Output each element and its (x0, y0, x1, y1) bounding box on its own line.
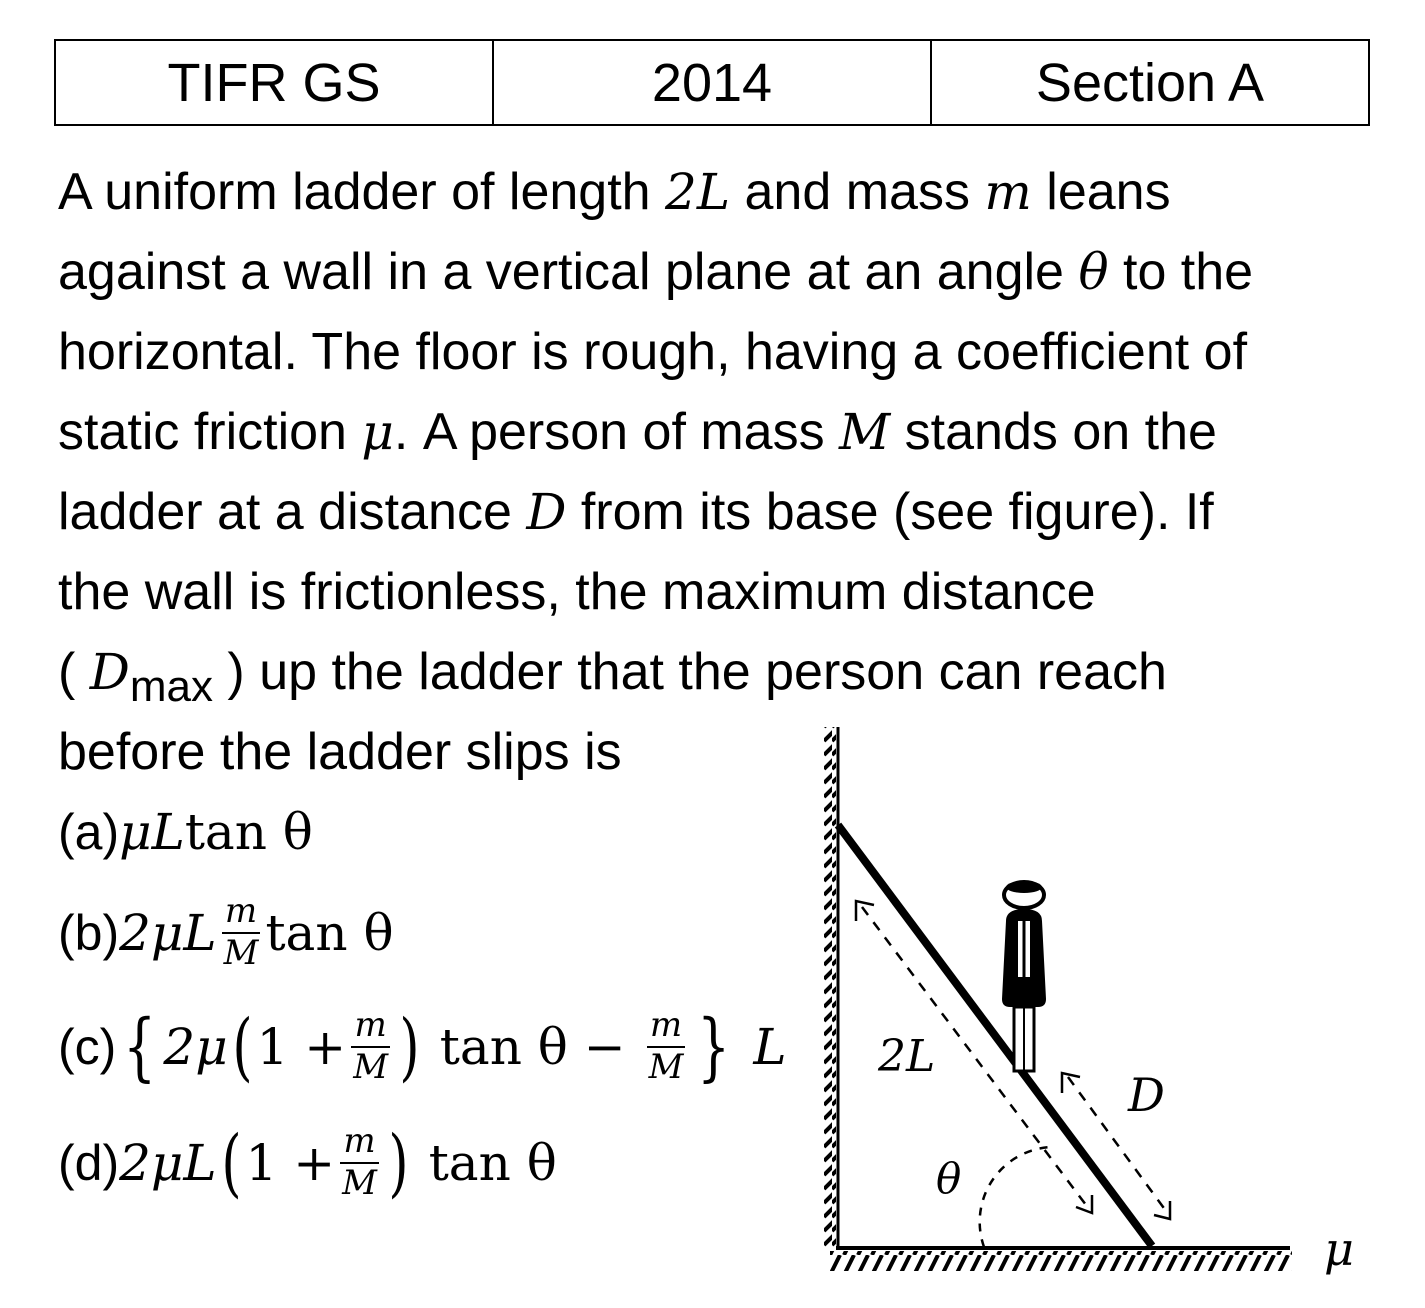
text-segment: A uniform ladder of length (58, 163, 666, 221)
math-max-subscript: max (129, 662, 213, 711)
text-segment: ) up the ladder that the person can reach (212, 643, 1167, 701)
floor-hatching (830, 1251, 1292, 1271)
option-b[interactable] (58, 888, 394, 978)
text-segment: stands on the (890, 403, 1217, 461)
header-section: Section A (1035, 52, 1265, 113)
question-line-6: the wall is frictionless, the maximum distance (58, 563, 1096, 621)
fraction (350, 1005, 391, 1087)
fraction-numerator: m (340, 1124, 378, 1164)
math-expr: tan θ (265, 904, 394, 962)
fraction (339, 1121, 380, 1203)
option-label: (a) (58, 804, 120, 860)
open-paren: ( (220, 1120, 242, 1206)
header-table (54, 39, 1370, 126)
header-year: 2014 (494, 41, 932, 124)
text-segment: ( (58, 643, 90, 701)
question-line-7 (58, 643, 1167, 711)
math-expr: 1 + (245, 1134, 336, 1192)
text-segment: from its base (see figure). If (566, 483, 1214, 541)
question-line-2 (58, 243, 1254, 301)
math-D: D (526, 483, 567, 541)
math-expr: tan θ (412, 1134, 557, 1192)
math-expr: 2μ (163, 1018, 228, 1076)
distance-label: D (1128, 1068, 1165, 1122)
question-line-5 (58, 483, 1214, 541)
option-label: (b) (58, 905, 120, 961)
friction-label: μ (1324, 1222, 1354, 1276)
math-expr: 2μL (119, 1134, 217, 1192)
close-paren: ) (399, 1004, 420, 1090)
open-brace: { (123, 1004, 157, 1090)
fraction-denominator: M (223, 933, 259, 973)
fraction-numerator: m (222, 894, 260, 934)
option-label: (d) (58, 1135, 120, 1191)
math-D: D (89, 643, 130, 701)
header-exam: TIFR GS (56, 41, 494, 124)
math-expr: μL (119, 803, 185, 861)
fraction-denominator: M (353, 1047, 389, 1087)
text-segment: static friction (58, 403, 362, 461)
close-brace: } (697, 1004, 731, 1090)
ladder-figure (800, 715, 1400, 1295)
math-M: M (839, 403, 891, 461)
text-segment: to the (1108, 243, 1254, 301)
math-expr: tan θ (184, 803, 313, 861)
fraction-denominator: M (648, 1047, 684, 1087)
math-2l: 2L (665, 163, 731, 221)
close-paren: ) (388, 1120, 409, 1206)
math-expr: 1 + (256, 1018, 347, 1076)
angle-label: θ (936, 1154, 962, 1203)
fraction (646, 1005, 687, 1087)
fraction-numerator: m (647, 1008, 685, 1048)
question-line-1 (58, 163, 1171, 221)
open-paren: ( (232, 1004, 253, 1090)
option-d[interactable] (58, 1118, 557, 1208)
question-line-3: horizontal. The floor is rough, having a coefficient of (58, 323, 1248, 381)
option-label: (c) (58, 1019, 117, 1075)
math-mu: μ (361, 403, 394, 461)
question-line-8: before the ladder slips is (58, 723, 622, 781)
math-m: m (984, 163, 1032, 221)
wall-hatching (824, 727, 836, 1247)
math-expr: tan θ − (423, 1018, 642, 1076)
text-segment: against a wall in a vertical plane at an angle (58, 243, 1079, 301)
text-segment: . A person of mass (393, 403, 840, 461)
length-label: 2L (878, 1031, 936, 1082)
text-segment: leans (1031, 163, 1171, 221)
fraction (221, 891, 262, 973)
fraction-denominator: M (342, 1163, 377, 1203)
question-line-4 (58, 403, 1217, 461)
text-segment: and mass (730, 163, 985, 221)
person (1002, 881, 1046, 1071)
option-a[interactable] (58, 802, 313, 862)
fraction-numerator: m (351, 1008, 389, 1048)
math-expr: L (737, 1018, 787, 1076)
math-theta: θ (1078, 243, 1109, 301)
angle-arc (980, 1147, 1052, 1247)
text-segment: ladder at a distance (58, 483, 527, 541)
option-c[interactable] (58, 1002, 787, 1092)
math-expr: 2μL (119, 904, 217, 962)
